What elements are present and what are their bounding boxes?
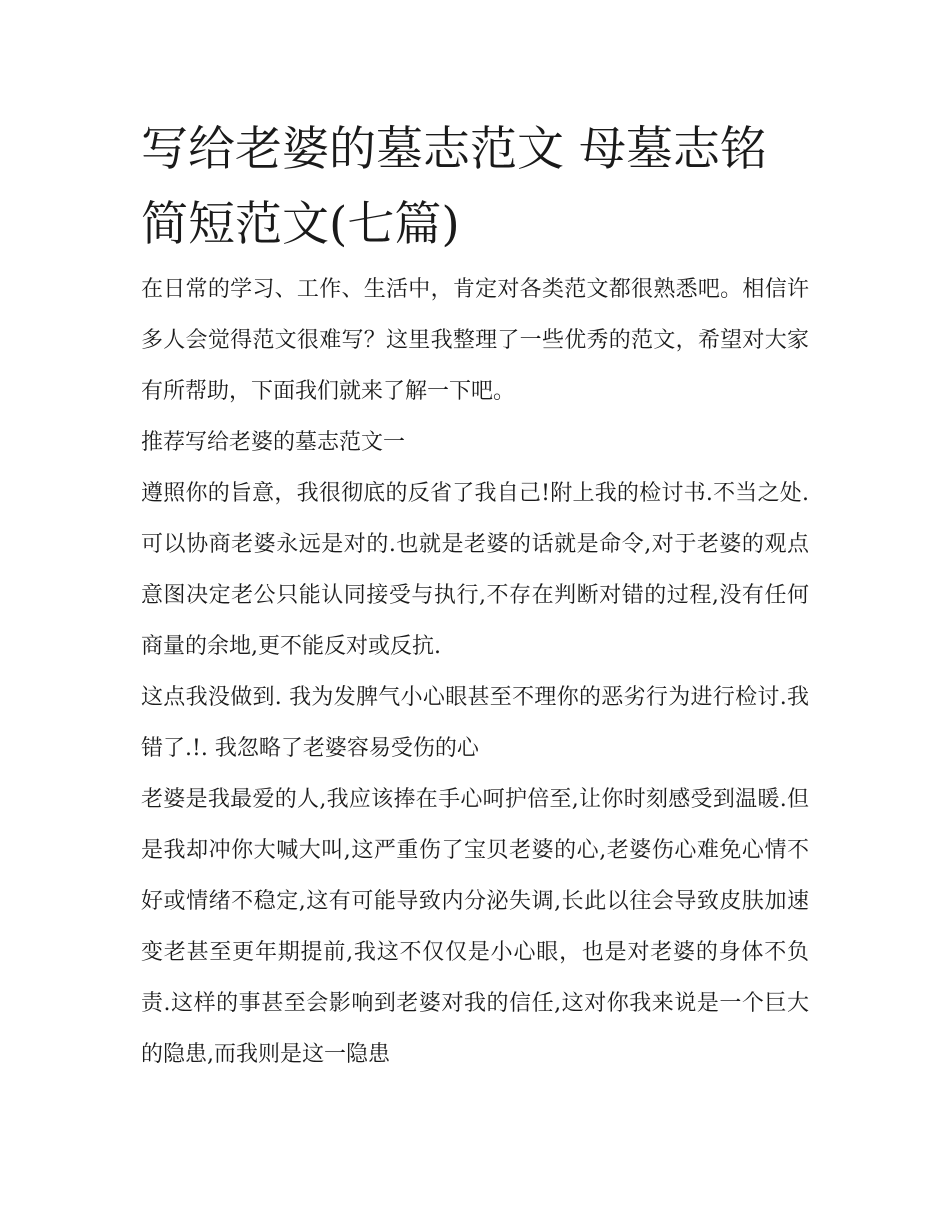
intro-paragraph: 在日常的学习、工作、生活中，肯定对各类范文都很熟悉吧。相信许多人会觉得范文很难写？这里我整理了一些优秀的范文，希望对大家有所帮助，下面我们就来了解一下吧。 — [141, 277, 809, 404]
document-page — [141, 112, 809, 1080]
body-paragraph: 遵照你的旨意，我很彻底的反省了我自己!附上我的检讨书.不当之处.可以协商老婆永远是对的.也就是老婆的话就是命令,对于老婆的观点意图决定老公只能认同接受与执行,不存在判断对错的过程,没有任何商量的余地,更不能反对或反抗. — [141, 481, 809, 659]
body-paragraph: 老婆是我最爱的人,我应该捧在手心呵护倍至,让你时刻感受到温暖.但是我却冲你大喊大叫,这严重伤了宝贝老婆的心,老婆伤心难免心情不好或情绪不稳定,这有可能导致内分泌失调,长此以往会导致皮肤加速变老甚至更年期提前,我这不仅仅是小心眼，也是对老婆的身体不负责.这样的事甚至会影响到老婆对我的信任,这对你我来说是一个巨大的隐患,而我则是这一隐患 — [141, 787, 809, 1067]
section-heading: 推荐写给老婆的墓志范文一 — [141, 430, 406, 455]
body-paragraph: 这点我没做到. 我为发脾气小心眼甚至不理你的恶劣行为进行检讨.我错了.!. 我忽略了老婆容易受伤的心 — [141, 685, 809, 761]
document-title: 写给老婆的墓志范文 母墓志铭简短范文(七篇) — [141, 122, 767, 252]
